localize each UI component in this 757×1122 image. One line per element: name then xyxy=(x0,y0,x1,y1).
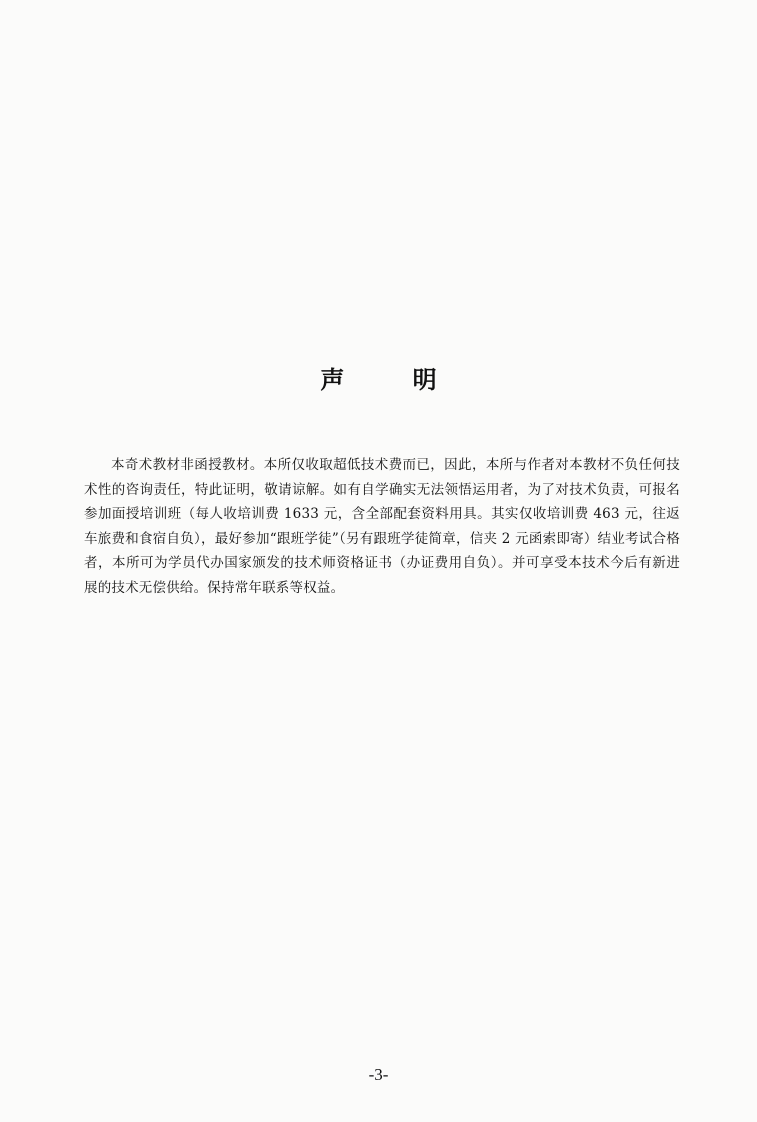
page-number: -3- xyxy=(368,1065,389,1084)
page-title: 声 明 xyxy=(320,366,467,394)
statement-paragraph: 本奇术教材非函授教材。本所仅收取超低技术费而已，因此，本所与作者对本教材不负任何技术性的咨询责任，特此证明，敬请谅解。如有自学确实无法领悟运用者，为了对技术负责，可报名参加面授培训班（每人收培训费 1633 元，含全部配套资料用具。其实仅收培训费 463 元，往返车旅费和食宿自负），最好参加“跟班学徒”（另有跟班学徒简章，信夹 2 元函索即寄）结业考试合格者，本所可为学员代办国家颁发的技术师资格证书（办证费用自负）。并可享受本技术今后有新进展的技术无偿供给。保持常年联系等权益。 xyxy=(84,457,680,596)
